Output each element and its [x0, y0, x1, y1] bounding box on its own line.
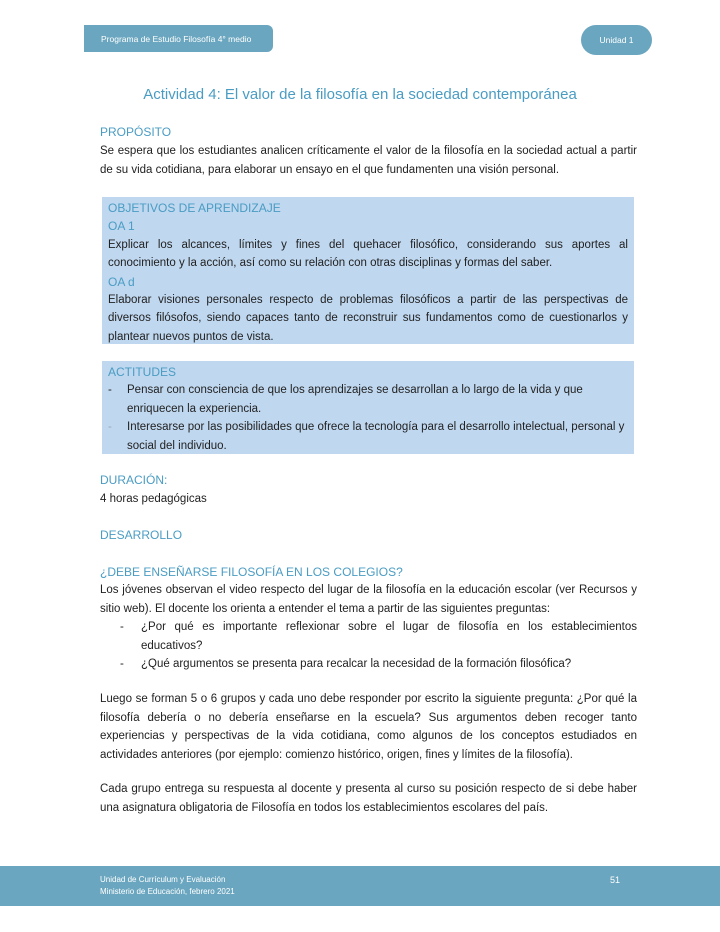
development-paragraph: Luego se forman 5 o 6 grupos y cada uno debe responder por escrito la siguiente pregunta: ¿Por qué la filosofía debería o no debería enseñarse en la escuela? Sus argumentos deben recoger tanto experiencias y perspectivas de la vida cotidiana, como algunos de los conceptos estudiados en actividades anteriores (por ejemplo: comienzo histórico, origen, fines y límites de la filosofía).	[100, 693, 637, 761]
question-text: ¿Qué argumentos se presenta para recalcar la necesidad de la formación filosófica?	[141, 658, 572, 671]
attitude-item	[108, 418, 628, 455]
development-subheading: ¿DEBE ENSEÑARSE FILOSOFÍA EN LOS COLEGIOS?	[100, 565, 403, 579]
objective-text: Explicar los alcances, límites y fines del quehacer filosófico, considerando sus aportes al conocimiento y la acción, así como su relación con otras disciplinas y formas del saber.	[108, 238, 628, 270]
unit-badge	[581, 25, 652, 55]
objective-code: OA d	[108, 274, 135, 289]
page-footer	[0, 866, 720, 906]
development-heading: DESARROLLO	[100, 528, 183, 542]
bullet-dash: -	[108, 384, 112, 397]
attitude-item	[108, 381, 628, 418]
objective-code: OA 1	[108, 219, 135, 234]
bullet-dash: -	[108, 421, 112, 434]
purpose-text: Se espera que los estudiantes analicen críticamente el valor de la filosofía en la sociedad actual a partir de su vida cotidiana, para elaborar un ensayo en el que fundamenten una visión personal.	[100, 145, 637, 176]
program-title: Programa de Estudio Filosofía 4° medio	[101, 34, 252, 44]
development-paragraph: Cada grupo entrega su respuesta al docente y presenta al curso su posición respecto de si debe haber una asignatura obligatoria de Filosofía en todos los establecimientos escolares del país.	[100, 783, 637, 814]
objectives-heading: OBJETIVOS DE APRENDIZAJE	[108, 201, 281, 215]
duration-heading: DURACIÓN:	[100, 473, 168, 487]
duration-text: 4 horas pedagógicas	[100, 493, 207, 505]
development-intro	[100, 581, 637, 674]
attitude-text: Pensar con consciencia de que los aprendizajes se desarrollan a lo largo de la vida y que enriquecen la experiencia.	[127, 384, 583, 415]
question-item	[100, 618, 637, 655]
activity-title: Actividad 4: El valor de la filosofía en la sociedad contemporánea	[143, 86, 577, 103]
objective-text: Elaborar visiones personales respecto de problemas filosóficos a partir de las perspectivas de diversos filósofos, siendo capaces tanto de reconstruir sus fundamentos como de cuestionarlos y plantear nuevos puntos de vista.	[108, 294, 628, 343]
footer-unit: Unidad de Currículum y Evaluación	[100, 875, 226, 884]
question-item	[100, 655, 637, 674]
program-banner	[84, 25, 273, 52]
unit-label: Unidad 1	[599, 35, 634, 45]
intro-paragraph: Los jóvenes observan el video respecto del lugar de la filosofía en la educación escolar (ver Recursos y sitio web). El docente los orienta a entender el tema a partir de las siguientes preguntas:	[100, 584, 637, 615]
question-text: ¿Por qué es importante reflexionar sobre el lugar de filosofía en los establecimientos educativos?	[141, 621, 637, 652]
attitudes-box	[102, 361, 634, 454]
attitudes-heading: ACTITUDES	[108, 365, 177, 379]
footer-ministry: Ministerio de Educación, febrero 2021	[100, 887, 235, 896]
page-number: 51	[610, 875, 621, 885]
bullet-dash: -	[120, 621, 124, 634]
purpose-heading: PROPÓSITO	[100, 125, 172, 139]
bullet-dash: -	[120, 658, 124, 671]
objectives-box	[102, 197, 634, 344]
attitude-text: Interesarse por las posibilidades que ofrece la tecnología para el desarrollo intelectual, personal y social del individuo.	[127, 421, 625, 452]
